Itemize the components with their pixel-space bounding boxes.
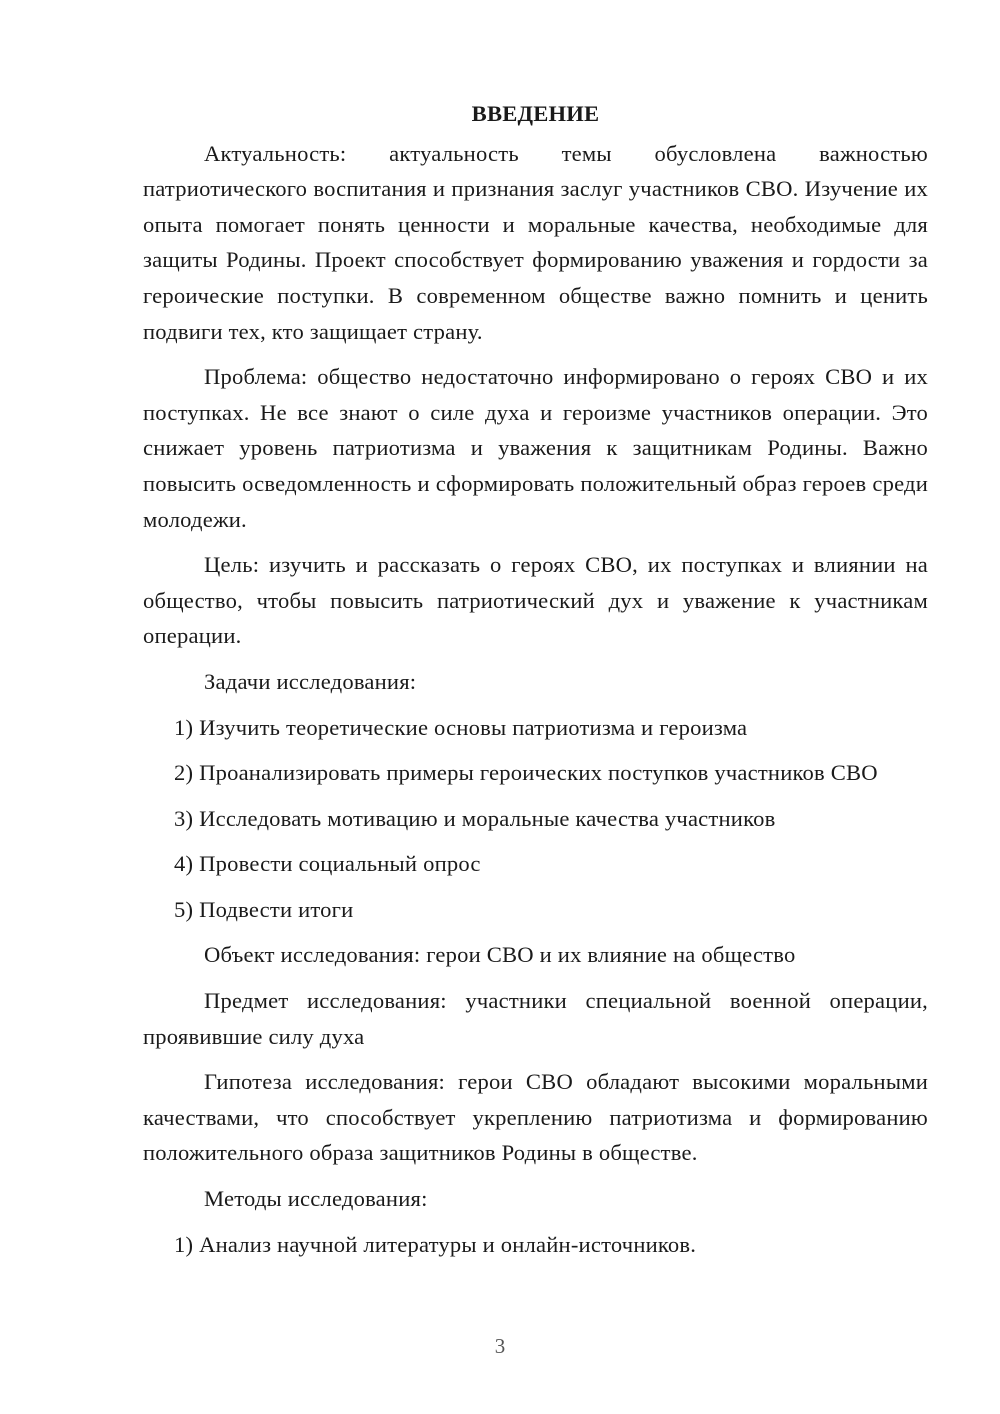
object-paragraph: Объект исследования: герои СВО и их влияние на общество [204,942,796,968]
goal-paragraph: Цель: изучить и рассказать о героях СВО, их поступках и влиянии на общество, чтобы повысить патриотический дух и уважение к участникам операции. [143,552,928,649]
task-item-1: 1) Изучить теоретические основы патриотизма и героизма [174,714,748,740]
task-item-5: 5) Подвести итоги [174,896,354,922]
method-item-1: 1) Анализ научной литературы и онлайн-источников. [174,1231,697,1257]
relevance-paragraph: Актуальность: актуальность темы обусловлена важностью патриотического воспитания и признания заслуг участников СВО. Изучение их опыта помогает понять ценности и моральные качества, необходимые для защиты Родины. Проект способствует формированию уважения и гордости за героические поступки. В современном обществе важно помнить и ценить подвиги тех, кто защищает страну. [143,140,928,344]
document-page [143,96,928,1272]
task-item-4: 4) Провести социальный опрос [174,851,481,877]
task-item-3: 3) Исследовать мотивацию и моральные качества участников [174,805,776,831]
methods-heading: Методы исследования: [204,1186,428,1212]
task-item-2: 2) Проанализировать примеры героических поступков участников СВО [174,760,878,786]
subject-paragraph: Предмет исследования: участники специальной военной операции, проявившие силу духа [143,988,928,1049]
hypothesis-paragraph: Гипотеза исследования: герои СВО обладают высокими моральными качествами, что способствует укреплению патриотизма и формированию положительного образа защитников Родины в обществе. [143,1069,928,1166]
page-number: 3 [494,1334,506,1358]
problem-paragraph: Проблема: общество недостаточно информировано о героях СВО и их поступках. Не все знают о силе духа и героизме участников операции. Это снижает уровень патриотизма и уважения к защитникам Родины. Важно повысить осведомленность и сформировать положительный образ героев среди молодежи. [143,364,928,532]
section-title: ВВЕДЕНИЕ [471,101,600,126]
tasks-heading: Задачи исследования: [204,668,417,694]
